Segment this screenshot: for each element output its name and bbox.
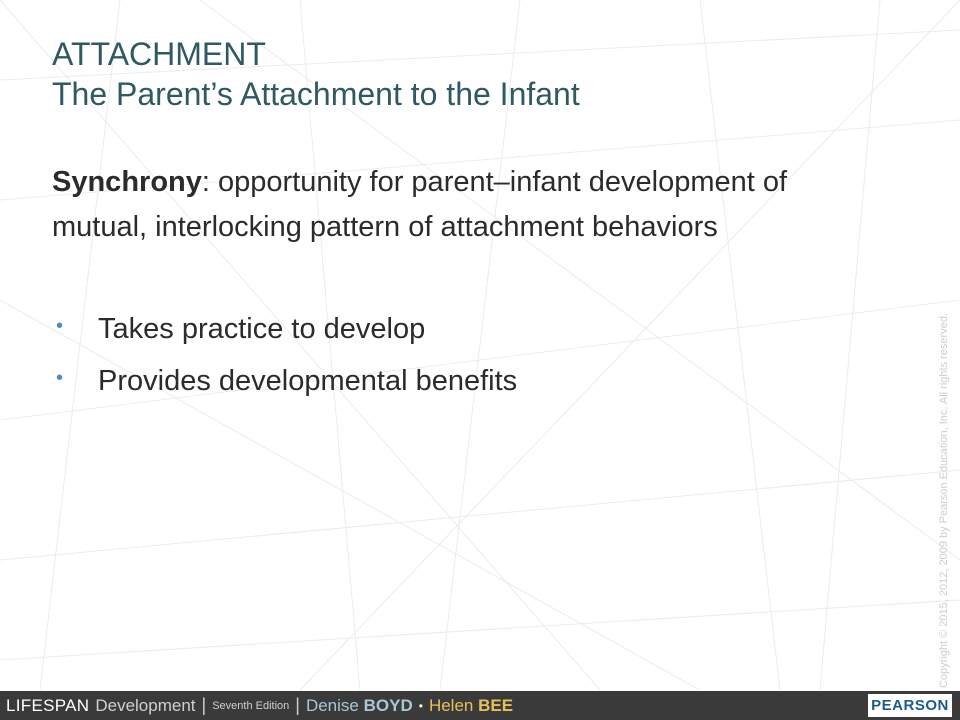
edition-label: Seventh Edition bbox=[212, 699, 290, 712]
author-bee-last: BEE bbox=[478, 695, 514, 715]
definition-paragraph bbox=[52, 160, 832, 250]
author-separator-icon: • bbox=[418, 698, 423, 713]
footer-separator: | bbox=[201, 695, 207, 715]
definition-text: : opportunity for parent–infant development of mutual, interlocking pattern of attachment behaviors bbox=[52, 166, 788, 243]
bullet-list bbox=[52, 303, 517, 407]
definition-term: Synchrony bbox=[52, 166, 202, 198]
bullet-item bbox=[52, 355, 517, 407]
slide-title bbox=[52, 34, 580, 114]
author-boyd-last: BOYD bbox=[363, 695, 413, 715]
author-boyd bbox=[306, 696, 413, 716]
book-title-main: LIFESPAN bbox=[6, 695, 90, 715]
bullet-icon: • bbox=[56, 315, 64, 337]
bullet-item bbox=[52, 303, 517, 355]
bullet-icon: • bbox=[56, 367, 64, 389]
author-bee bbox=[429, 696, 513, 716]
bullet-text: Takes practice to develop bbox=[98, 313, 426, 345]
footer-separator: | bbox=[295, 695, 300, 715]
pearson-logo: PEARSON bbox=[868, 694, 952, 717]
footer-bar bbox=[0, 691, 960, 720]
author-boyd-first: Denise bbox=[305, 695, 359, 715]
title-heading: ATTACHMENT bbox=[52, 36, 266, 72]
title-subheading: The Parent’s Attachment to the Infant bbox=[52, 76, 580, 112]
bullet-text: Provides developmental benefits bbox=[98, 365, 518, 397]
author-bee-first: Helen bbox=[428, 695, 474, 715]
book-title-sub: Development bbox=[95, 695, 196, 715]
copyright-notice: Copyright © 2015, 2012, 2009 by Pearson Education, Inc. All rights reserved. bbox=[938, 313, 950, 688]
